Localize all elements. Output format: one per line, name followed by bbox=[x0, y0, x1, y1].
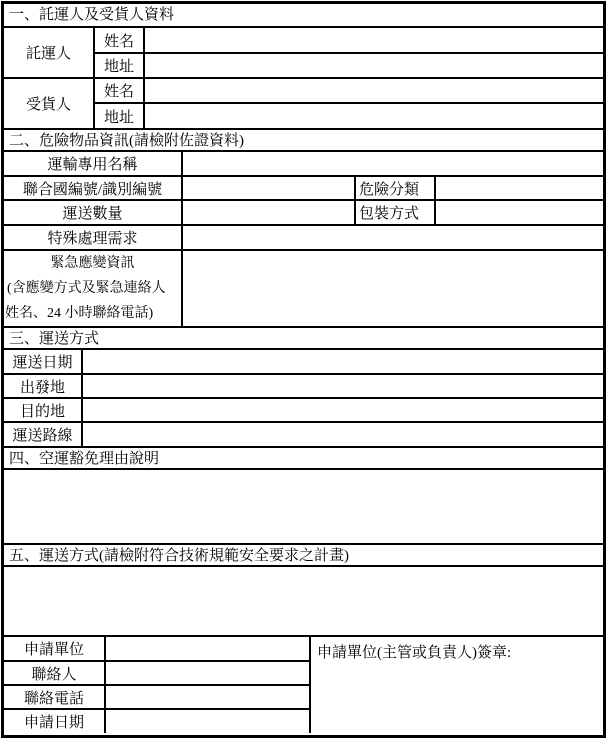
applicant-unit-input[interactable] bbox=[105, 637, 310, 661]
special-handling-label: 特殊處理需求 bbox=[4, 225, 182, 250]
consignee-address-input[interactable] bbox=[144, 103, 603, 128]
section3-title: 三、運送方式 bbox=[4, 326, 603, 350]
origin-label: 出發地 bbox=[4, 374, 82, 398]
contact-phone-input[interactable] bbox=[105, 685, 310, 709]
contact-person-label: 聯絡人 bbox=[4, 661, 105, 685]
un-number-input[interactable] bbox=[182, 176, 355, 200]
shipper-name-input[interactable] bbox=[144, 28, 603, 53]
section2-table bbox=[4, 152, 603, 326]
route-label: 運送路線 bbox=[4, 422, 82, 446]
emergency-info-label-line3: 姓名、24 小時聯絡電話) bbox=[5, 306, 154, 321]
special-handling-input[interactable] bbox=[182, 225, 603, 250]
emergency-info-label bbox=[4, 250, 182, 326]
signature-area[interactable] bbox=[310, 637, 603, 733]
section2-title: 二、危險物品資訊(請檢附佐證資料) bbox=[4, 128, 603, 152]
section1-title: 一、託運人及受貨人資料 bbox=[4, 4, 603, 28]
application-date-label: 申請日期 bbox=[4, 709, 105, 733]
application-date-input[interactable] bbox=[105, 709, 310, 733]
section5-title: 五、運送方式(請檢附符合技術規範安全要求之計畫) bbox=[4, 543, 603, 567]
destination-label: 目的地 bbox=[4, 398, 82, 422]
footer-table bbox=[4, 637, 603, 733]
shipper-group-label: 託運人 bbox=[4, 28, 94, 78]
consignee-name-input[interactable] bbox=[144, 78, 603, 103]
packing-method-input[interactable] bbox=[435, 200, 603, 225]
section1-table bbox=[4, 28, 603, 128]
transport-date-input[interactable] bbox=[82, 350, 603, 374]
consignee-address-label: 地址 bbox=[94, 103, 144, 128]
quantity-input[interactable] bbox=[182, 200, 355, 225]
shipper-name-label: 姓名 bbox=[94, 28, 144, 53]
dangerous-goods-transport-application-form bbox=[1, 1, 606, 738]
exemption-reason-input[interactable] bbox=[4, 470, 603, 543]
section3-table bbox=[4, 350, 603, 446]
quantity-label: 運送數量 bbox=[4, 200, 182, 225]
consignee-group-label: 受貨人 bbox=[4, 78, 94, 128]
shipper-address-label: 地址 bbox=[94, 53, 144, 78]
packing-method-label: 包裝方式 bbox=[355, 200, 435, 225]
signature-label: 申請單位(主管或負責人)簽章: bbox=[317, 645, 512, 661]
section4-title: 四、空運豁免理由說明 bbox=[4, 446, 603, 470]
consignee-name-label: 姓名 bbox=[94, 78, 144, 103]
un-number-label: 聯合國編號/識別編號 bbox=[4, 176, 182, 200]
origin-input[interactable] bbox=[82, 374, 603, 398]
transport-date-label: 運送日期 bbox=[4, 350, 82, 374]
emergency-info-label-line1: 緊急應變資訊 bbox=[50, 256, 135, 271]
route-input[interactable] bbox=[82, 422, 603, 446]
shipping-name-label: 運輸專用名稱 bbox=[4, 152, 182, 176]
emergency-info-label-line2: (含應變方式及緊急連絡人 bbox=[7, 281, 166, 296]
transport-plan-input[interactable] bbox=[4, 567, 603, 637]
shipper-address-input[interactable] bbox=[144, 53, 603, 78]
contact-phone-label: 聯絡電話 bbox=[4, 685, 105, 709]
destination-input[interactable] bbox=[82, 398, 603, 422]
emergency-info-input[interactable] bbox=[182, 250, 603, 326]
hazard-class-input[interactable] bbox=[435, 176, 603, 200]
applicant-unit-label: 申請單位 bbox=[4, 637, 105, 661]
hazard-class-label: 危險分類 bbox=[355, 176, 435, 200]
shipping-name-input[interactable] bbox=[182, 152, 603, 176]
contact-person-input[interactable] bbox=[105, 661, 310, 685]
